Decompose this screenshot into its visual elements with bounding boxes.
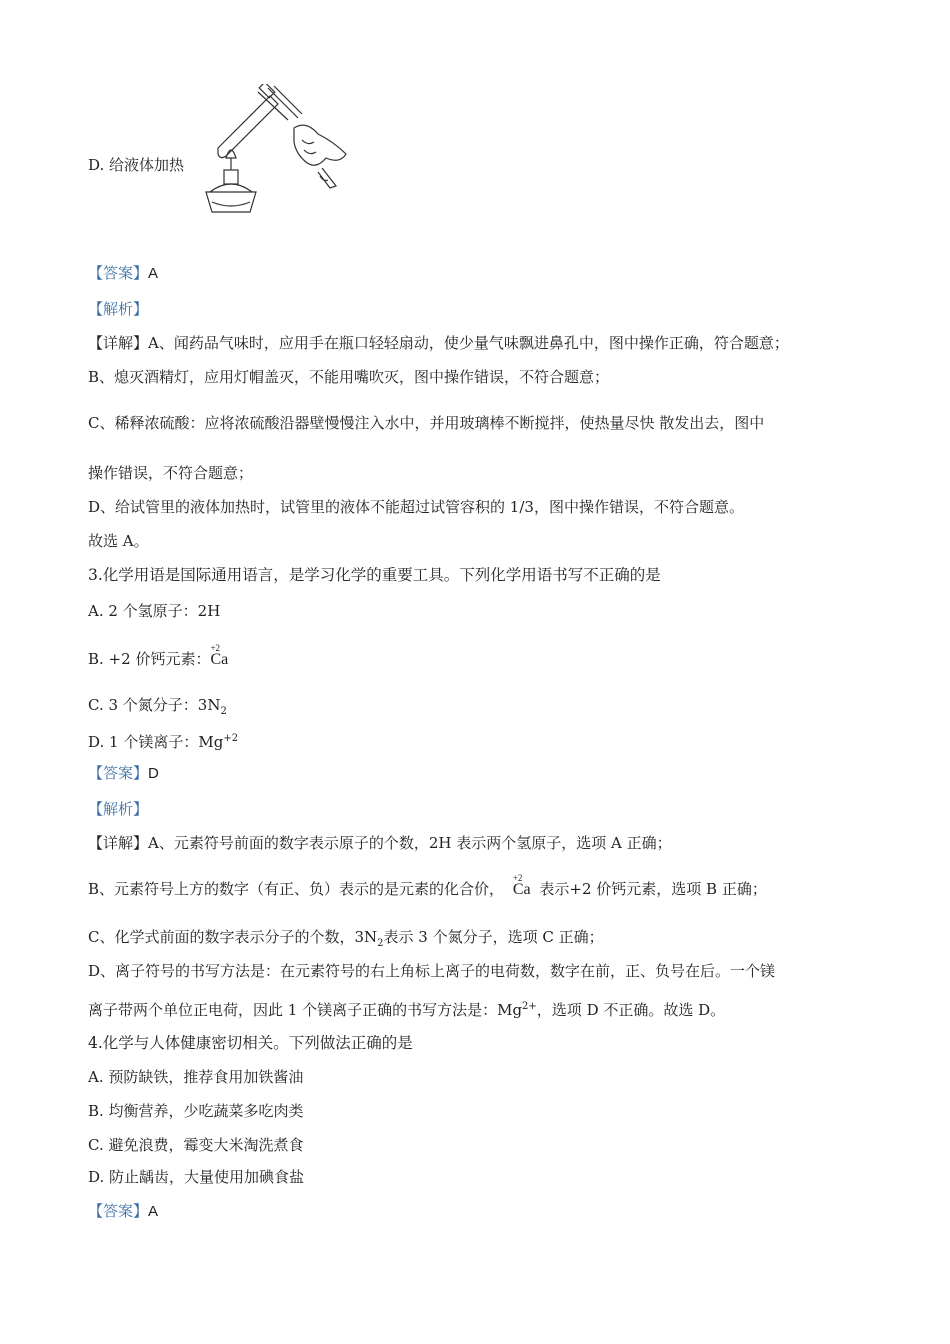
q4-answer <box>88 1200 158 1223</box>
q4-option-d: D. 防止龋齿，大量使用加碘食盐 <box>88 1168 305 1186</box>
q4-stem: 4.化学与人体健康密切相关。下列做法正确的是 <box>88 1034 413 1052</box>
answer-tag: 【答案】 <box>88 264 149 282</box>
element-symbol: Ca <box>210 651 229 668</box>
q3-answer <box>88 762 159 785</box>
q3-detail-d2 <box>88 996 725 1021</box>
q3-detail-c-post: 表示 3 个氮分子，选项 C 正确； <box>383 928 604 946</box>
element-symbol: Ca <box>512 881 531 898</box>
q3-stem: 3.化学用语是国际通用语言，是学习化学的重要工具。下列化学用语书写不正确的是 <box>88 566 661 584</box>
q3-option-b <box>88 643 229 671</box>
superscript: 2+ <box>522 1001 537 1012</box>
q3-detail-c-pre: C、化学式前面的数字表示分子的个数，3N <box>88 928 378 946</box>
valence-mark: +2 <box>512 873 523 883</box>
q3-detail-d2-pre: 离子带两个单位正电荷，因此 1 个镁离子正确的书写方法是：Mg <box>88 1001 523 1019</box>
q2-analysis-label: 【解析】 <box>88 300 149 318</box>
subscript: 2 <box>220 706 227 717</box>
answer-tag: 【答案】 <box>88 1202 149 1220</box>
answer-value: A <box>148 1203 159 1220</box>
valence-mark: +2 <box>210 643 221 653</box>
q2-answer <box>88 262 158 285</box>
q2-detail-2: B、熄灭酒精灯，应用灯帽盖灭，不能用嘴吹灭，图中操作错误，不符合题意； <box>88 368 610 386</box>
heating-test-tube-illustration <box>198 84 358 216</box>
q4-option-c: C. 避免浪费，霉变大米淘洗煮食 <box>88 1136 304 1154</box>
q3-option-d-text: D. 1 个镁离子：Mg <box>88 733 224 751</box>
q3-option-d <box>88 728 238 753</box>
q2-detail-1: 【详解】A、闻药品气味时，应用手在瓶口轻轻扇动，使少量气味飘进鼻孔中，图中操作正确，符合题意； <box>88 334 789 352</box>
q2-detail-5: D、给试管里的液体加热时，试管里的液体不能超过试管容积的 1/3，图中操作错误，不符合题意。 <box>88 498 744 516</box>
q3-detail-d1: D、离子符号的书写方法是：在元素符号的右上角标上离子的电荷数，数字在前，正、负号在后。一个镁 <box>88 962 776 980</box>
q3-detail-a: 【详解】A、元素符号前面的数字表示原子的个数，2H 表示两个氢原子，选项 A 正确； <box>88 834 672 852</box>
q3-option-a: A. 2 个氢原子：2H <box>88 602 221 620</box>
q4-option-b: B. 均衡营养，少吃蔬菜多吃肉类 <box>88 1102 304 1120</box>
superscript: +2 <box>223 733 239 744</box>
q3-option-c <box>88 694 227 723</box>
q3-detail-b <box>88 873 767 901</box>
q3-analysis-label: 【解析】 <box>88 800 149 818</box>
q4-option-a: A. 预防缺铁，推荐食用加铁酱油 <box>88 1068 304 1086</box>
calcium-valence-symbol <box>210 643 229 671</box>
q3-detail-b-pre: B、元素符号上方的数字（有正、负）表示的是元素的化合价， <box>88 880 505 898</box>
q2-detail-6: 故选 A。 <box>88 532 149 550</box>
q3-detail-c <box>88 926 604 955</box>
q3-option-c-text: C. 3 个氮分子：3N <box>88 696 221 714</box>
answer-value: A <box>148 265 159 282</box>
q2-option-d: D. 给液体加热 <box>88 156 185 174</box>
subscript: 2 <box>377 938 384 949</box>
q2-detail-3: C、稀释浓硫酸：应将浓硫酸沿器壁慢慢注入水中，并用玻璃棒不断搅拌，使热量尽快 散发出去，图中 <box>88 414 765 432</box>
answer-tag: 【答案】 <box>88 764 149 782</box>
q3-detail-b-post: 表示+2 价钙元素，选项 B 正确； <box>539 880 767 898</box>
answer-value: D <box>148 765 159 782</box>
calcium-valence-symbol <box>512 873 531 901</box>
q2-detail-4: 操作错误，不符合题意； <box>88 464 254 482</box>
q3-option-b-text: B. +2 价钙元素： <box>88 650 211 668</box>
q3-detail-d2-post: ，选项 D 不正确。故选 D。 <box>536 1001 726 1019</box>
